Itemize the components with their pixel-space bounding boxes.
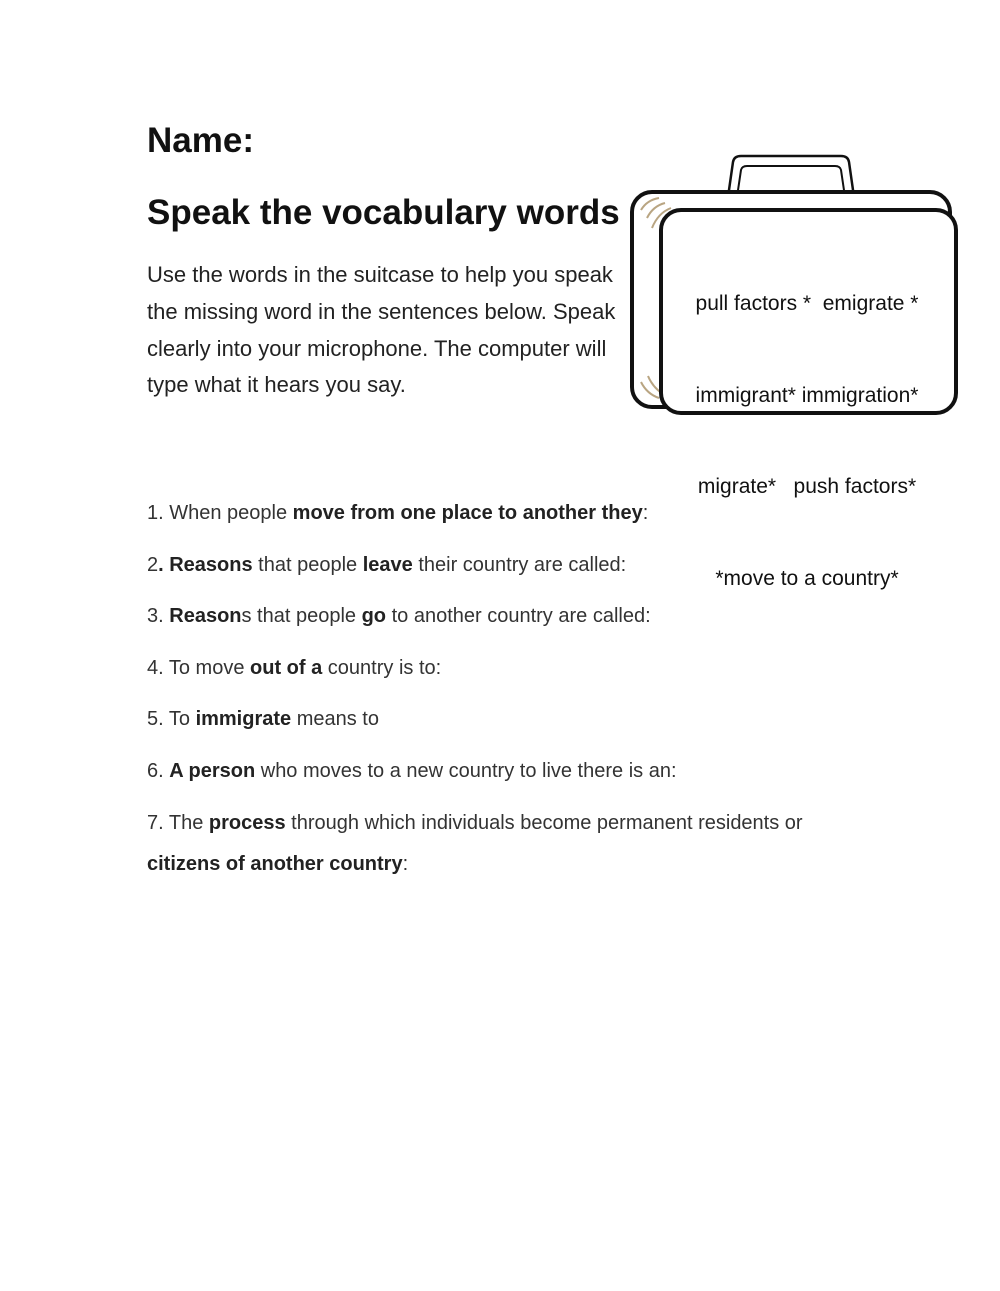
question-number: 4 [147, 656, 159, 679]
question-item [147, 755, 927, 787]
key-phrase: A person [169, 759, 256, 782]
text-run: means to [291, 708, 379, 731]
question-text [158, 605, 651, 627]
question-item [147, 549, 927, 581]
question-text [158, 502, 648, 524]
word-bank-line: immigrant* immigration* [695, 383, 919, 407]
text-run: . To move [158, 656, 251, 679]
text-run: through which individuals become permanent residents or [285, 811, 803, 834]
question-item [147, 703, 927, 735]
text-run: their country are called: [412, 553, 627, 576]
question-number: 3 [147, 605, 159, 628]
question-number: 7 [147, 811, 159, 834]
text-run: . When people [158, 502, 293, 524]
key-phrase: citizens of another country [147, 852, 403, 875]
text-run: who moves to a new country to live there is an: [255, 759, 677, 782]
question-number: 6 [147, 759, 159, 782]
question-text-line2 [147, 848, 927, 880]
text-run: . To [158, 708, 196, 731]
question-number: 5 [147, 708, 159, 731]
text-run: s that people [241, 605, 362, 628]
word-bank-line: pull factors * emigrate * [695, 292, 919, 315]
text-run: : [402, 852, 409, 875]
text-run: that people [252, 553, 363, 576]
text-run: . [158, 605, 170, 628]
key-phrase: . Reasons [158, 553, 253, 576]
question-text [158, 554, 626, 576]
question-item [147, 807, 927, 880]
name-label: Name: [147, 121, 254, 160]
question-item [147, 497, 927, 529]
key-phrase: go [361, 605, 387, 628]
text-run: . The [158, 811, 209, 834]
key-phrase: immigrate [195, 708, 292, 731]
key-phrase: move from one place to another they [292, 502, 643, 524]
question-text [158, 812, 802, 834]
question-item [147, 600, 927, 632]
question-number: 1 [147, 502, 159, 524]
key-phrase: Reason [169, 605, 242, 628]
question-text [158, 760, 676, 782]
question-text [158, 657, 441, 679]
question-text [158, 708, 379, 730]
text-run: to another country are called: [386, 605, 651, 628]
instructions-text: Use the words in the suitcase to help you speak the missing word in the sentences below. Speak clearly into your microphone. The computer will type what it hears you say. [147, 262, 616, 398]
word-bank-line: migrate* push factors* [697, 475, 917, 498]
text-run: country is to: [322, 656, 442, 679]
question-list [147, 497, 927, 899]
key-phrase: leave [362, 553, 413, 576]
question-number: 2 [147, 553, 159, 576]
key-phrase: process [208, 811, 286, 834]
page-title: Speak the vocabulary words [147, 193, 620, 232]
text-run: . [158, 759, 170, 782]
key-phrase: out of a [250, 656, 323, 679]
text-run: : [642, 502, 649, 524]
question-item [147, 652, 927, 684]
word-bank-line: *move to a country* [715, 566, 899, 590]
